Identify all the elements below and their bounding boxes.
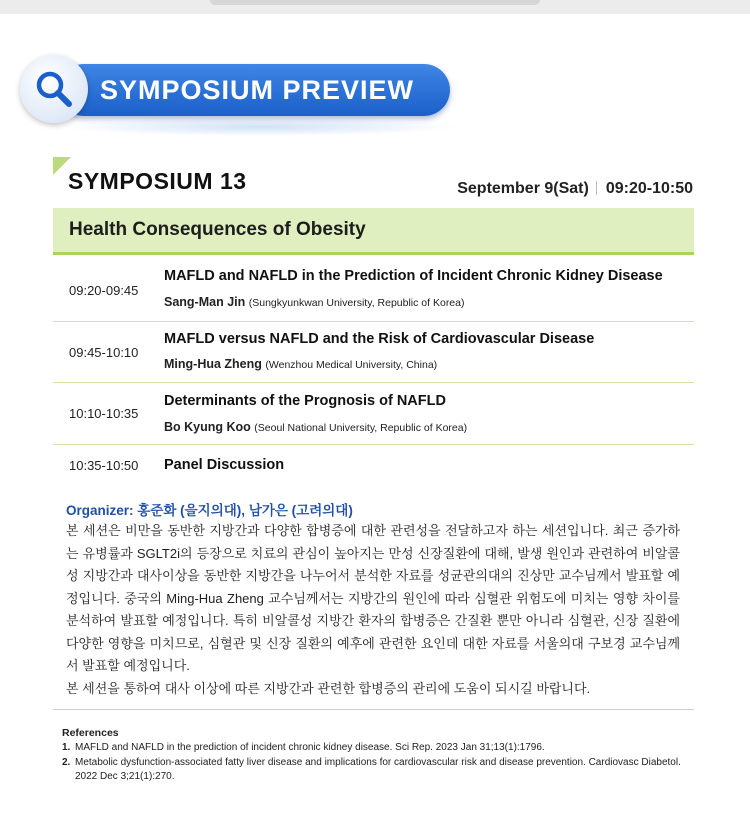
reference-number: 1. [62,742,71,753]
banner-glow [60,118,460,136]
speaker-name: Ming-Hua Zheng [164,357,262,371]
schedule-row [53,262,694,322]
schedule-row [53,322,694,383]
references-title: References [62,727,119,739]
session-description [66,520,680,700]
references-divider [53,709,694,710]
symposium-datetime [457,180,693,198]
talk-time: 09:20-09:45 [69,283,139,298]
reference-item [62,741,692,756]
speaker-name: Sang-Man Jin [164,295,246,309]
date-divider [596,181,597,195]
speaker-affiliation: (Seoul National University, Republic of Korea) [254,422,468,434]
talk-title: MAFLD versus NAFLD and the Risk of Cardiovascular Disease [164,331,595,347]
talk-speaker [164,420,467,434]
reference-item [62,756,692,785]
schedule-row [53,383,694,445]
talk-title: MAFLD and NAFLD in the Prediction of Incident Chronic Kidney Disease [164,268,663,284]
session-theme-label: Health Consequences of Obesity [69,219,366,240]
references-list [62,741,692,785]
talk-time: 10:10-10:35 [69,406,139,421]
reference-text: MAFLD and NAFLD in the prediction of incident chronic kidney disease. Sci Rep. 2023 Jan 31;13(1):1796. [75,742,545,753]
talk-speaker [164,357,437,371]
reference-text: Metabolic dysfunction-associated fatty liver disease and implications for cardiovascular risk and disease prevention. Cardiovasc Diabetol. 2022 Dec 3;21(1):270. [75,756,681,782]
talk-speaker [164,295,465,309]
talk-time: 09:45-10:10 [69,345,139,360]
talk-title: Panel Discussion [164,457,285,473]
description-paragraph: 본 세션을 통하여 대사 이상에 따른 지방간과 관련한 합병증의 관리에 도움이 되시길 바랍니다. [66,680,591,696]
reference-number: 2. [62,756,71,768]
schedule-row [53,445,694,485]
description-paragraph: 본 세션은 비만을 동반한 지방간과 다양한 합병증에 대한 관련성을 전달하고자 하는 세션입니다. 최근 증가하는 유병률과 SGLT2i의 등장으로 치료의 관심이 높아지는 만성 신장질환에 대해, 발생 원인과 관련하여 비알콜성 지방간과 대사이상을 동반한 지방간을 나누어서 분석한 자료를 성균관의대의 진상만 교수님께서 발표할 예정입니다. 중국의 Ming-Hua Zheng 교수님께서는 지방간의 원인에 따라 심혈관 위험도에 미치는 영향 차이를 분석하여 발표할 예정입니다. 특히 비알콜성 지방간 환자의 합병증은 간질환 뿐만 아니라 심혈관, 신장 질환에 다양한 영향을 미치므로, 심혈관 및 신장 질환의 예후에 관련한 요인데 대한 자료를 서울의대 구보경 교수님께서 발표할 예정입니다. [66,523,680,673]
talk-title: Determinants of the Prognosis of NAFLD [164,393,446,409]
banner-label: SYMPOSIUM PREVIEW [100,75,415,105]
top-tab [210,0,540,5]
organizer: Organizer: 홍준화 (을지의대), 남가은 (고려의대) [66,503,353,518]
symposium-date: September 9(Sat) [457,180,589,197]
speaker-affiliation: (Sungkyunkwan University, Republic of Korea) [248,297,465,309]
session-theme [53,208,694,255]
symposium-time: 09:20-10:50 [605,180,693,197]
speaker-name: Bo Kyung Koo [164,420,251,434]
search-icon [20,55,88,123]
symposium-title: SYMPOSIUM 13 [68,168,247,194]
speaker-affiliation: (Wenzhou Medical University, China) [265,359,438,371]
talk-time: 10:35-10:50 [69,458,139,473]
